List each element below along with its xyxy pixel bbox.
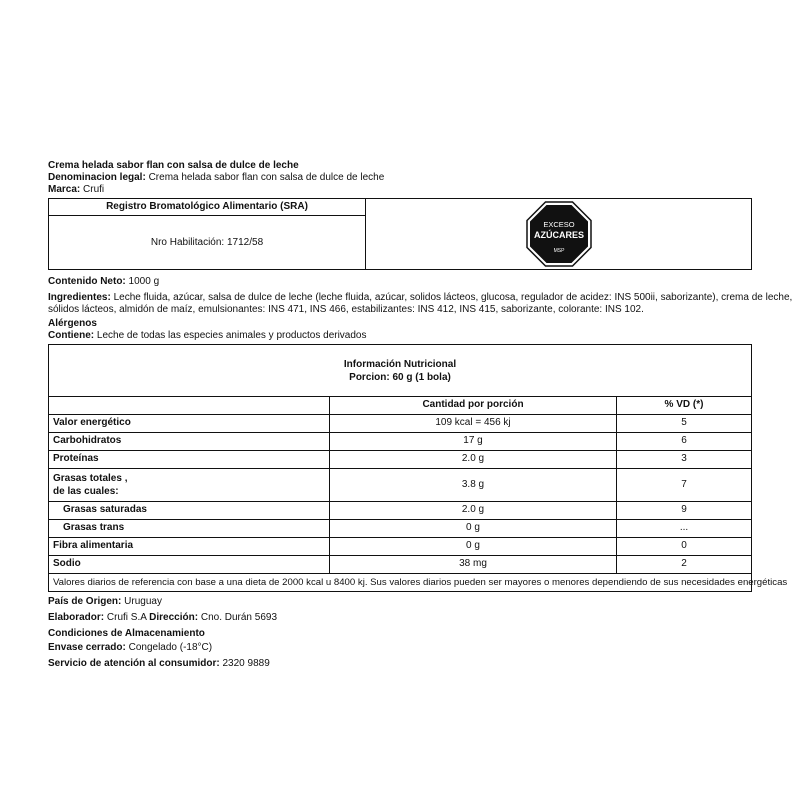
nutrition-title: Información Nutricional	[343, 359, 457, 370]
nutrient-column-header	[49, 397, 330, 414]
pais-value: Uruguay	[124, 596, 162, 607]
product-title: Crema helada sabor flan con salsa de dulce de leche	[48, 160, 299, 171]
denominacion-line	[48, 172, 752, 184]
registro-cell	[49, 199, 366, 269]
nutrient-name: Proteínas	[49, 451, 330, 468]
table-row	[49, 415, 751, 433]
registro-header: Registro Bromatológico Alimentario (SRA)	[49, 199, 365, 216]
denominacion-label: Denominacion legal:	[48, 172, 146, 183]
nutrition-portion: Porcion: 60 g (1 bola)	[349, 372, 451, 383]
nutrient-amount: 0 g	[330, 520, 617, 537]
pais-line	[48, 596, 752, 608]
servicio-label: Servicio de atención al consumidor:	[48, 658, 220, 669]
nutrient-name: Fibra alimentaria	[49, 538, 330, 555]
envase-label: Envase cerrado:	[48, 642, 126, 653]
nutrient-amount: 2.0 g	[330, 502, 617, 519]
nutrient-name-line-1: Grasas totales ,	[53, 473, 128, 484]
contenido-label: Contenido Neto:	[48, 276, 126, 287]
elaborador-line	[48, 612, 752, 624]
table-row	[49, 520, 751, 538]
elaborador-label: Elaborador:	[48, 612, 105, 623]
ingredientes-line-1	[48, 292, 793, 304]
exceso-azucares-seal-icon	[526, 201, 592, 267]
condiciones-title: Condiciones de Almacenamiento	[48, 628, 205, 639]
marca-line	[48, 184, 752, 196]
table-row	[49, 502, 751, 520]
nutrient-name: Grasas trans	[49, 520, 330, 537]
ingredientes-text-2: sólidos lácteos, almidón de maíz, emulsionantes: INS 471, INS 466, estabilizantes: INS 412, INS 415, saborizante, colorante: INS 102.	[48, 304, 644, 315]
table-row	[49, 451, 751, 469]
amount-column-header: Cantidad por porción	[330, 397, 617, 414]
nutrient-amount: 38 mg	[330, 556, 617, 573]
seal-line3: MSP	[553, 248, 564, 254]
contiene-label: Contiene:	[48, 330, 95, 341]
seal-cell	[366, 199, 751, 269]
servicio-value: 2320 9889	[222, 658, 270, 669]
nutrient-vd: 6	[681, 435, 687, 446]
vd-column-header: % VD (*)	[664, 399, 704, 410]
elaborador-value: Crufi S.A	[106, 612, 147, 623]
nutrient-vd: 7	[681, 479, 687, 490]
contiene-line	[48, 330, 752, 342]
nutrient-name	[49, 469, 330, 501]
contenido-value: 1000 g	[128, 276, 160, 287]
nutrient-name: Carbohidratos	[49, 433, 330, 450]
contenido-line	[48, 276, 752, 288]
nutrient-vd: 3	[681, 453, 687, 464]
registro-value: Nro Habilitación: 1712/58	[150, 237, 264, 248]
table-row	[49, 556, 751, 574]
ingredientes-label: Ingredientes:	[48, 292, 111, 303]
nutrient-name: Valor energético	[49, 415, 330, 432]
table-row	[49, 538, 751, 556]
denominacion-value: Crema helada sabor flan con salsa de dulce de leche	[148, 172, 385, 183]
nutrient-name-line-2: de las cuales:	[53, 486, 119, 497]
nutrient-amount: 0 g	[330, 538, 617, 555]
direccion-value: Cno. Durán 5693	[200, 612, 278, 623]
pais-label: País de Origen:	[48, 596, 122, 607]
product-label	[48, 160, 793, 670]
nutrient-vd: 0	[681, 540, 687, 551]
table-row	[49, 433, 751, 451]
nutrition-column-headers	[49, 397, 751, 415]
nutrition-header	[49, 345, 751, 397]
registro-table	[48, 198, 752, 270]
nutrient-amount: 109 kcal = 456 kj	[330, 415, 617, 432]
seal-line2: AZÚCARES	[533, 230, 584, 240]
envase-line	[48, 642, 752, 654]
seal-line1: EXCESO	[542, 220, 575, 229]
nutrient-vd: ...	[679, 522, 689, 533]
ingredientes-block	[48, 292, 793, 316]
alergenos-title: Alérgenos	[48, 318, 97, 329]
nutrient-amount: 17 g	[330, 433, 617, 450]
ingredientes-text-1: Leche fluida, azúcar, salsa de dulce de leche (leche fluida, azúcar, solidos lácteos, glucosa, regulador de acidez: INS 500ii, saborizante), crema de leche,	[113, 292, 793, 303]
nutrient-name: Sodio	[49, 556, 330, 573]
nutrient-vd: 9	[681, 504, 687, 515]
nutrient-amount: 3.8 g	[330, 469, 617, 501]
marca-value: Crufi	[83, 184, 105, 195]
nutrition-table	[48, 344, 788, 592]
nutrient-name: Grasas saturadas	[49, 502, 330, 519]
nutrient-vd: 5	[681, 417, 687, 428]
servicio-line	[48, 658, 752, 670]
nutrition-footnote: Valores diarios de referencia con base a una dieta de 2000 kcal u 8400 kj. Sus valores diarios pueden ser mayores o menores dependiendo de sus necesidades energéticas	[53, 577, 788, 588]
table-row	[49, 469, 751, 502]
marca-label: Marca:	[48, 184, 81, 195]
envase-value: Congelado (-18°C)	[128, 642, 213, 653]
nutrient-vd: 2	[681, 558, 687, 569]
contiene-value: Leche de todas las especies animales y productos derivados	[96, 330, 367, 341]
direccion-label: Dirección:	[149, 612, 199, 623]
nutrient-amount: 2.0 g	[330, 451, 617, 468]
